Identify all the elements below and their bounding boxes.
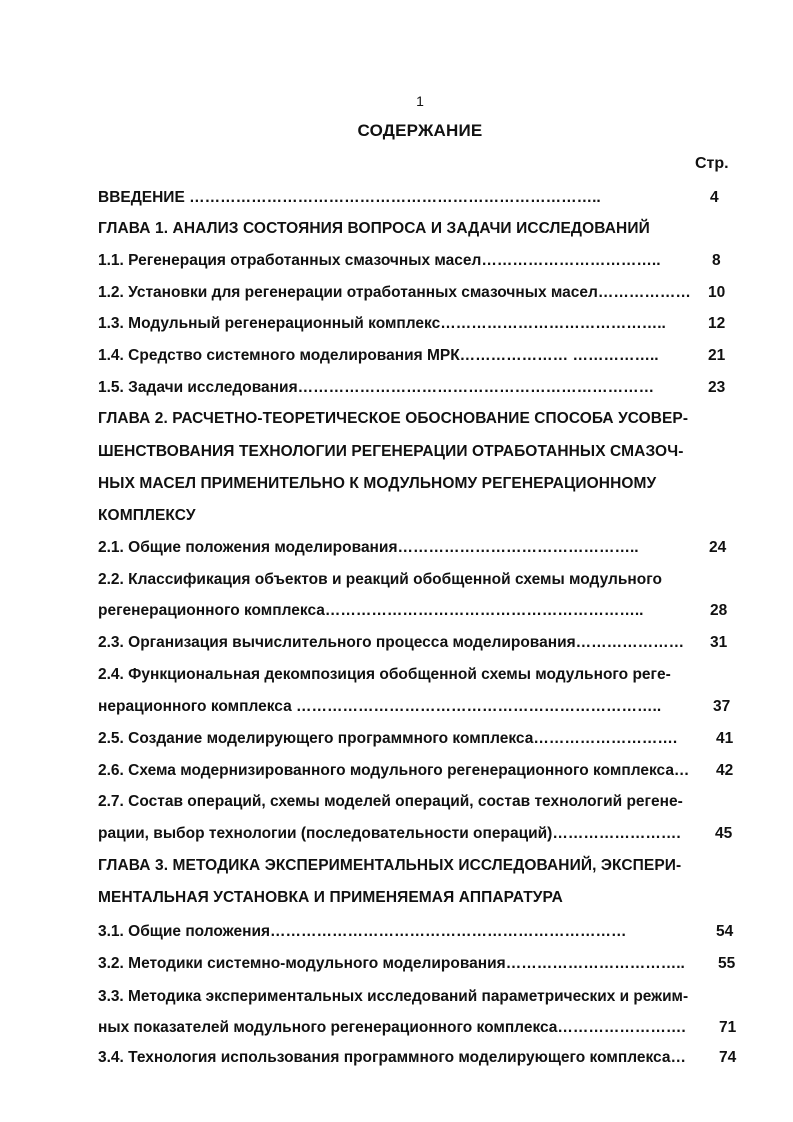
toc-entry-text: 1.1. Регенерация отработанных смазочных масел……………………………..: [98, 252, 661, 269]
toc-entry: [98, 406, 738, 432]
toc-entry: [98, 789, 738, 815]
toc-entry-page: 10: [708, 284, 726, 301]
toc-entry: [98, 984, 738, 1010]
toc-entry-page: 54: [716, 923, 734, 940]
toc-chapter-heading: ГЛАВА 2. РАСЧЕТНО-ТЕОРЕТИЧЕСКОЕ ОБОСНОВАНИЕ СПОСОБА УСОВЕР-: [98, 410, 689, 427]
toc-entry: [98, 662, 738, 688]
toc-entry: [98, 535, 738, 561]
toc-entry-page: 8: [712, 252, 721, 269]
toc-entry: [98, 439, 738, 465]
toc-entry: [98, 280, 738, 306]
toc-entry-page: 31: [710, 634, 728, 651]
toc-entry-page: 41: [716, 730, 734, 747]
toc-entry-text: 2.7. Состав операций, схемы моделей операций, состав технологий регене-: [98, 793, 683, 810]
toc-entry-text: регенерационного комплекса……………………………………………………..: [98, 602, 644, 619]
toc-entry-text: 3.4. Технология использования программного моделирующего комплекса…: [98, 1049, 686, 1066]
page-title: СОДЕРЖАНИЕ: [357, 121, 483, 140]
toc-entry-text: 2.1. Общие положения моделирования………………………………………..: [98, 539, 639, 556]
toc-entry-text: 1.2. Установки для регенерации отработанных смазочных масел………………: [98, 284, 691, 301]
toc-entry-text: 3.3. Методика экспериментальных исследований параметрических и режим-: [98, 988, 689, 1005]
toc-entry-page: 12: [708, 315, 726, 332]
toc-entry-text: 1.4. Средство системного моделирования МРК………………… ……………..: [98, 347, 659, 364]
toc-entry: [98, 1045, 738, 1071]
toc-entry: [98, 311, 738, 337]
toc-entry: [98, 598, 738, 624]
toc-entry: [98, 343, 738, 369]
toc-entry-page: 55: [718, 955, 736, 972]
toc-entry: [98, 758, 738, 784]
page-column-header: Стр.: [695, 155, 729, 172]
toc-chapter-heading: НЫХ МАСЕЛ ПРИМЕНИТЕЛЬНО К МОДУЛЬНОМУ РЕГЕНЕРАЦИОННОМУ: [98, 475, 657, 492]
toc-entry-text: ных показателей модульного регенерационного комплекса…………………….: [98, 1019, 686, 1036]
toc-entry-page: 71: [719, 1019, 737, 1036]
toc-entry: [98, 853, 738, 879]
toc-entry-text: 2.6. Схема модернизированного модульного регенерационного комплекса…: [98, 762, 690, 779]
toc-entry-text: 3.2. Методики системно-модульного моделирования……………………………..: [98, 955, 685, 972]
toc-entry: [98, 471, 738, 497]
toc-entry-text: 2.3. Организация вычислительного процесса моделирования…………………: [98, 634, 685, 651]
toc-entry: [98, 821, 738, 847]
toc-entry: [98, 630, 738, 656]
toc-entry-page: 37: [713, 698, 731, 715]
toc-entry: [98, 185, 738, 211]
toc-chapter-heading: ГЛАВА 3. МЕТОДИКА ЭКСПЕРИМЕНТАЛЬНЫХ ИССЛЕДОВАНИЙ, ЭКСПЕРИ-: [98, 857, 682, 874]
toc-entry-text: ВВЕДЕНИЕ ……………………………………………………………………..: [98, 189, 601, 206]
toc-entry-page: 4: [710, 189, 719, 206]
toc-entry: [98, 216, 738, 242]
toc-entry-page: 74: [719, 1049, 737, 1066]
toc-entry: [98, 885, 738, 911]
toc-entry: [98, 375, 738, 401]
toc-entry-text: рации, выбор технологии (последовательности операций)…………………….: [98, 825, 681, 842]
toc-entry: [98, 567, 738, 593]
toc-entry: [98, 694, 738, 720]
toc-entry-page: 21: [708, 347, 726, 364]
toc-entry: [98, 248, 738, 274]
toc-chapter-heading: КОМПЛЕКСУ: [98, 507, 196, 524]
toc-entry-page: 45: [715, 825, 733, 842]
toc-entry: [98, 919, 738, 945]
toc-entry-text: 3.1. Общие положения……………………………………………………………: [98, 923, 627, 940]
toc-entry: [98, 951, 738, 977]
toc-chapter-heading: ГЛАВА 1. АНАЛИЗ СОСТОЯНИЯ ВОПРОСА И ЗАДАЧИ ИССЛЕДОВАНИЙ: [98, 220, 650, 237]
toc-entry-text: 2.4. Функциональная декомпозиция обобщенной схемы модульного реге-: [98, 666, 671, 683]
toc-entry: [98, 1015, 738, 1041]
toc-entry-page: 24: [709, 539, 727, 556]
toc-entry: [98, 726, 738, 752]
toc-entry-page: 42: [716, 762, 734, 779]
toc-entry-text: 2.5. Создание моделирующего программного комплекса……………………….: [98, 730, 678, 747]
toc-entry-text: нерационного комплекса ……………………………………………………………..: [98, 698, 662, 715]
toc-entry-page: 28: [710, 602, 728, 619]
toc-entry-text: 1.3. Модульный регенерационный комплекс……………………………………..: [98, 315, 666, 332]
toc-chapter-heading: ШЕНСТВОВАНИЯ ТЕХНОЛОГИИ РЕГЕНЕРАЦИИ ОТРАБОТАННЫХ СМАЗОЧ-: [98, 443, 684, 460]
toc-entry-page: 23: [708, 379, 726, 396]
toc-chapter-heading: МЕНТАЛЬНАЯ УСТАНОВКА И ПРИМЕНЯЕМАЯ АППАРАТУРА: [98, 889, 563, 906]
toc-entry: [98, 503, 738, 529]
toc-entry-text: 1.5. Задачи исследования……………………………………………………………: [98, 379, 655, 396]
page-number: 1: [416, 93, 424, 109]
toc-entry-text: 2.2. Классификация объектов и реакций обобщенной схемы модульного: [98, 571, 662, 588]
